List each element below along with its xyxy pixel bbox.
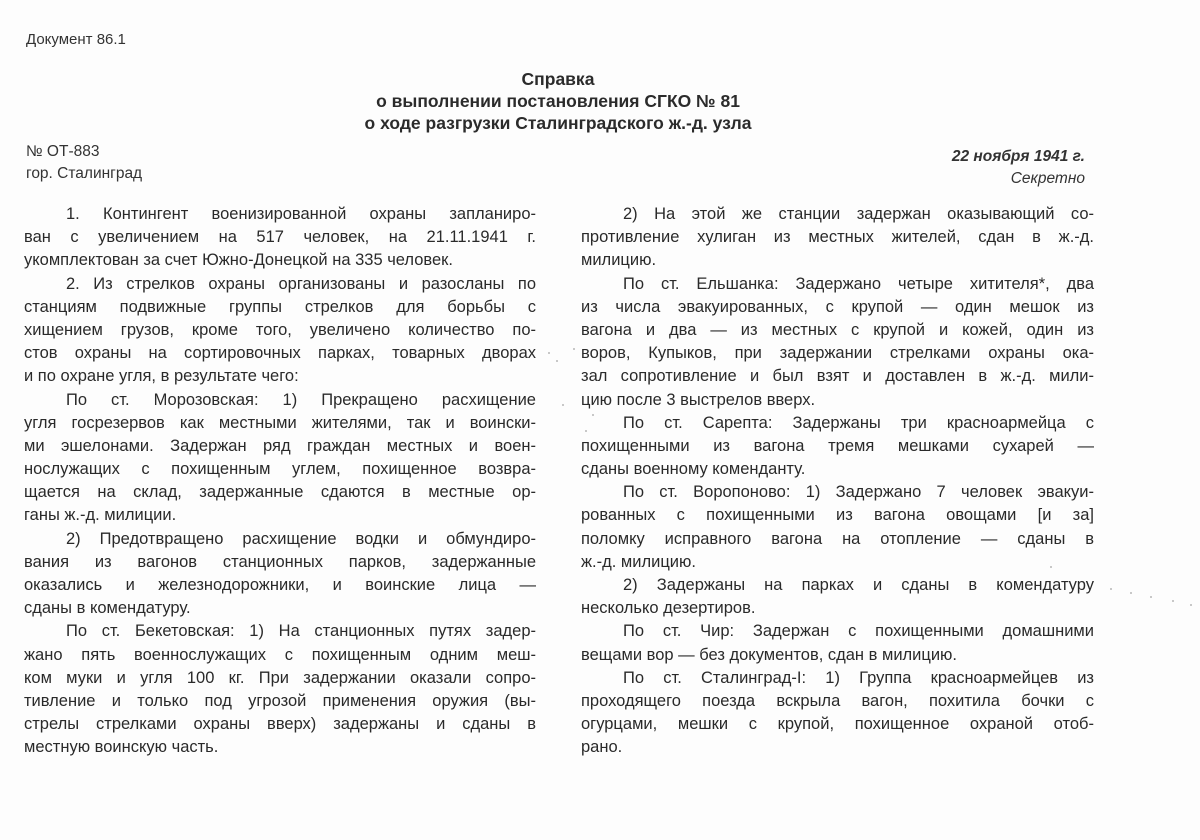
document-label: Документ 86.1 [26, 31, 126, 48]
text-line: сданы в комендатуру. [24, 599, 191, 618]
text-line: и по охране угля, в результате чего: [24, 367, 299, 386]
text-line: цию после 3 выстрелов вверх. [581, 390, 816, 409]
text-line: ж.-д. милицию. [581, 552, 696, 571]
text-line: 2) Задержаны на парках и сданы в комендатуру [623, 576, 1094, 594]
scan-speck [1050, 566, 1052, 568]
document-date: 22 ноября 1941 г. [951, 148, 1085, 165]
text-line: огурцами, мешки с крупой, похищенное охраной отоб- [581, 715, 1094, 734]
scan-speck [562, 404, 564, 406]
scan-speck [1130, 592, 1132, 594]
text-line: По ст. Воропоново: 1) Задержано 7 человек эвакуи- [623, 483, 1094, 502]
text-line: поломку исправного вагона на отопление — сданы в [581, 529, 1094, 548]
text-line: местную воинскую часть. [24, 738, 219, 757]
registration-number: № ОТ-883 [26, 143, 100, 160]
text-line: ми эшелонами. Задержан ряд граждан местных и воен- [24, 436, 536, 455]
text-line: ганы ж.-д. милиции. [24, 506, 177, 525]
text-line: сданы военному коменданту. [581, 460, 806, 479]
text-line: ван с увеличением на 517 человек, на 21.11.1941 г. [24, 228, 536, 247]
text-line: жано пять военнослужащих с похищенным одним меш- [24, 645, 536, 664]
scan-speck [573, 348, 575, 350]
text-line: проходящего поезда вскрыла вагон, похитила бочки с [581, 691, 1094, 710]
text-line: милицию. [581, 251, 657, 270]
text-line: оказались и железнодорожники, и воинские лица — [24, 576, 536, 594]
text-line: воров, Купыков, при задержании стрелками охраны ока- [581, 344, 1094, 363]
scan-speck [1172, 600, 1174, 602]
text-line: По ст. Ельшанка: Задержано четыре хитителя*, два [623, 274, 1094, 293]
classification-label: Секретно [1010, 170, 1085, 187]
right-text-column [581, 203, 1094, 760]
text-line: станциям подвижные группы стрелков для борьбы с [24, 297, 536, 316]
text-line: хищением грузов, кроме того, увеличено количество по- [24, 320, 536, 339]
text-line: По ст. Сарепта: Задержаны три красноармейца с [623, 413, 1094, 432]
text-line: зал сопротивление и был взят и доставлен в ж.-д. мили- [581, 367, 1094, 386]
text-line: несколько дезертиров. [581, 599, 756, 618]
text-line: По ст. Сталинград-I: 1) Группа красноармейцев из [623, 668, 1094, 687]
text-line: укомплектован за счет Южно-Донецкой на 335 человек. [24, 251, 453, 270]
scan-speck [1110, 588, 1112, 590]
scan-speck [548, 352, 550, 354]
text-line: стов охраны на сортировочных парках, товарных дворах [24, 344, 536, 363]
text-line: вагона и два — из местных с крупой и кожей, один из [581, 320, 1094, 339]
text-line: рованных с похищенными из вагона овощами [и за] [581, 506, 1094, 525]
text-line: из числа эвакуированных, с крупой — один мешок из [581, 297, 1094, 316]
scan-speck [585, 430, 587, 432]
city: гор. Сталинград [26, 165, 143, 182]
text-line: 1. Контингент военизированной охраны запланиро- [66, 205, 536, 223]
text-line: 2) Предотвращено расхищение водки и обмундиро- [66, 529, 536, 548]
text-line: щается на склад, задержанные сдаются в местные ор- [24, 483, 536, 502]
document-title [0, 68, 1108, 134]
scan-speck [1150, 596, 1152, 598]
text-line: вания из вагонов станционных парков, задержанные [24, 552, 536, 571]
text-line: нослужащих с похищенным углем, похищенное возвра- [24, 460, 536, 479]
text-line: стрелы стрелками охраны вверх) задержаны и сданы в [24, 715, 536, 734]
text-line: 2) На этой же станции задержан оказывающий со- [623, 205, 1094, 223]
text-line: По ст. Чир: Задержан с похищенными домашними [623, 622, 1094, 641]
text-line: похищенными из вагона тремя мешками сухарей — [581, 436, 1094, 455]
scan-speck [556, 360, 558, 362]
text-line: вещами вор — без документов, сдан в милицию. [581, 645, 958, 664]
title-line-2: о выполнении постановления СГКО № 81 [376, 91, 740, 111]
text-line: ком муки и угля 100 кг. При задержании оказали сопро- [24, 668, 536, 687]
scan-speck [1190, 604, 1192, 606]
text-line: противление хулиган из местных жителей, сдан в ж.-д. [581, 228, 1094, 247]
text-line: угля госрезервов как местными жителями, так и воински- [24, 413, 536, 432]
text-line: рано. [581, 738, 623, 757]
title-line-3: о ходе разгрузки Сталинградского ж.-д. узла [364, 113, 752, 133]
title-line-1: Справка [521, 69, 595, 89]
scan-speck [592, 414, 594, 416]
date-block [860, 146, 1085, 190]
text-line: По ст. Бекетовская: 1) На станционных путях задер- [66, 622, 536, 641]
text-line: По ст. Морозовская: 1) Прекращено расхищение [66, 390, 536, 409]
text-line: тивление и только под угрозой применения оружия (вы- [24, 691, 536, 710]
registration-block [26, 141, 142, 185]
text-line: 2. Из стрелков охраны организованы и разосланы по [66, 274, 536, 293]
left-text-column [24, 203, 536, 760]
